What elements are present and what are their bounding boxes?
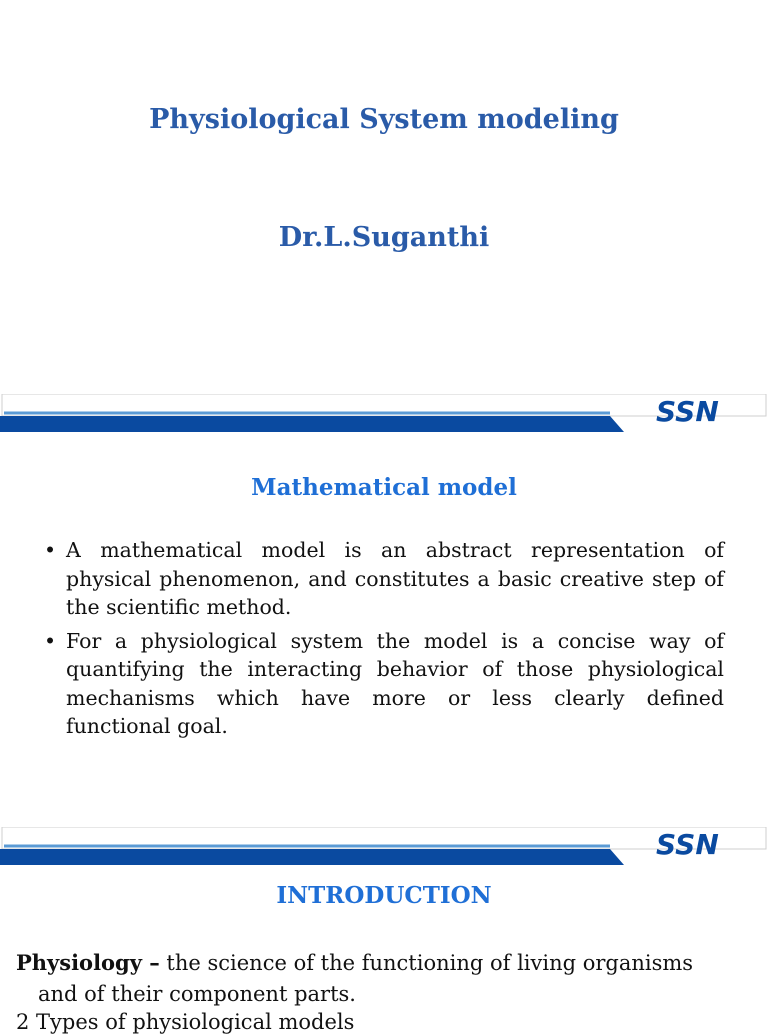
- definition-paragraph: [16, 947, 756, 1010]
- author-name: Dr.L.Suganthi: [278, 222, 490, 253]
- definition-term: Physiology –: [16, 950, 160, 975]
- section-heading: Mathematical model: [251, 474, 517, 501]
- svg-text:SSN: SSN: [656, 828, 719, 861]
- ssn-logo-icon: [656, 395, 719, 428]
- presentation-title: Physiological System modeling: [149, 104, 619, 135]
- svg-text:SSN: SSN: [656, 395, 719, 428]
- definition-text-continued: and of their component parts.: [38, 982, 356, 1006]
- bullet-list: [40, 536, 724, 746]
- slide-header-band: [0, 827, 768, 869]
- slide-header-band: [0, 394, 768, 436]
- section-heading: INTRODUCTION: [276, 882, 492, 909]
- bullet-item: • For a physiological system the model is a concise way of quantifying the interacting behavior of those physiological mechanisms which have more or less clearly defined functional goal.: [40, 627, 724, 741]
- definition-text: the science of the functioning of living organisms: [159, 951, 694, 975]
- ssn-logo-icon: [656, 828, 719, 861]
- partial-text-line: 2 Types of physiological models: [16, 1010, 355, 1034]
- bullet-item: • A mathematical model is an abstract representation of physical phenomenon, and constitutes a basic creative step of the scientific method.: [40, 536, 724, 622]
- title-slide: [0, 0, 768, 388]
